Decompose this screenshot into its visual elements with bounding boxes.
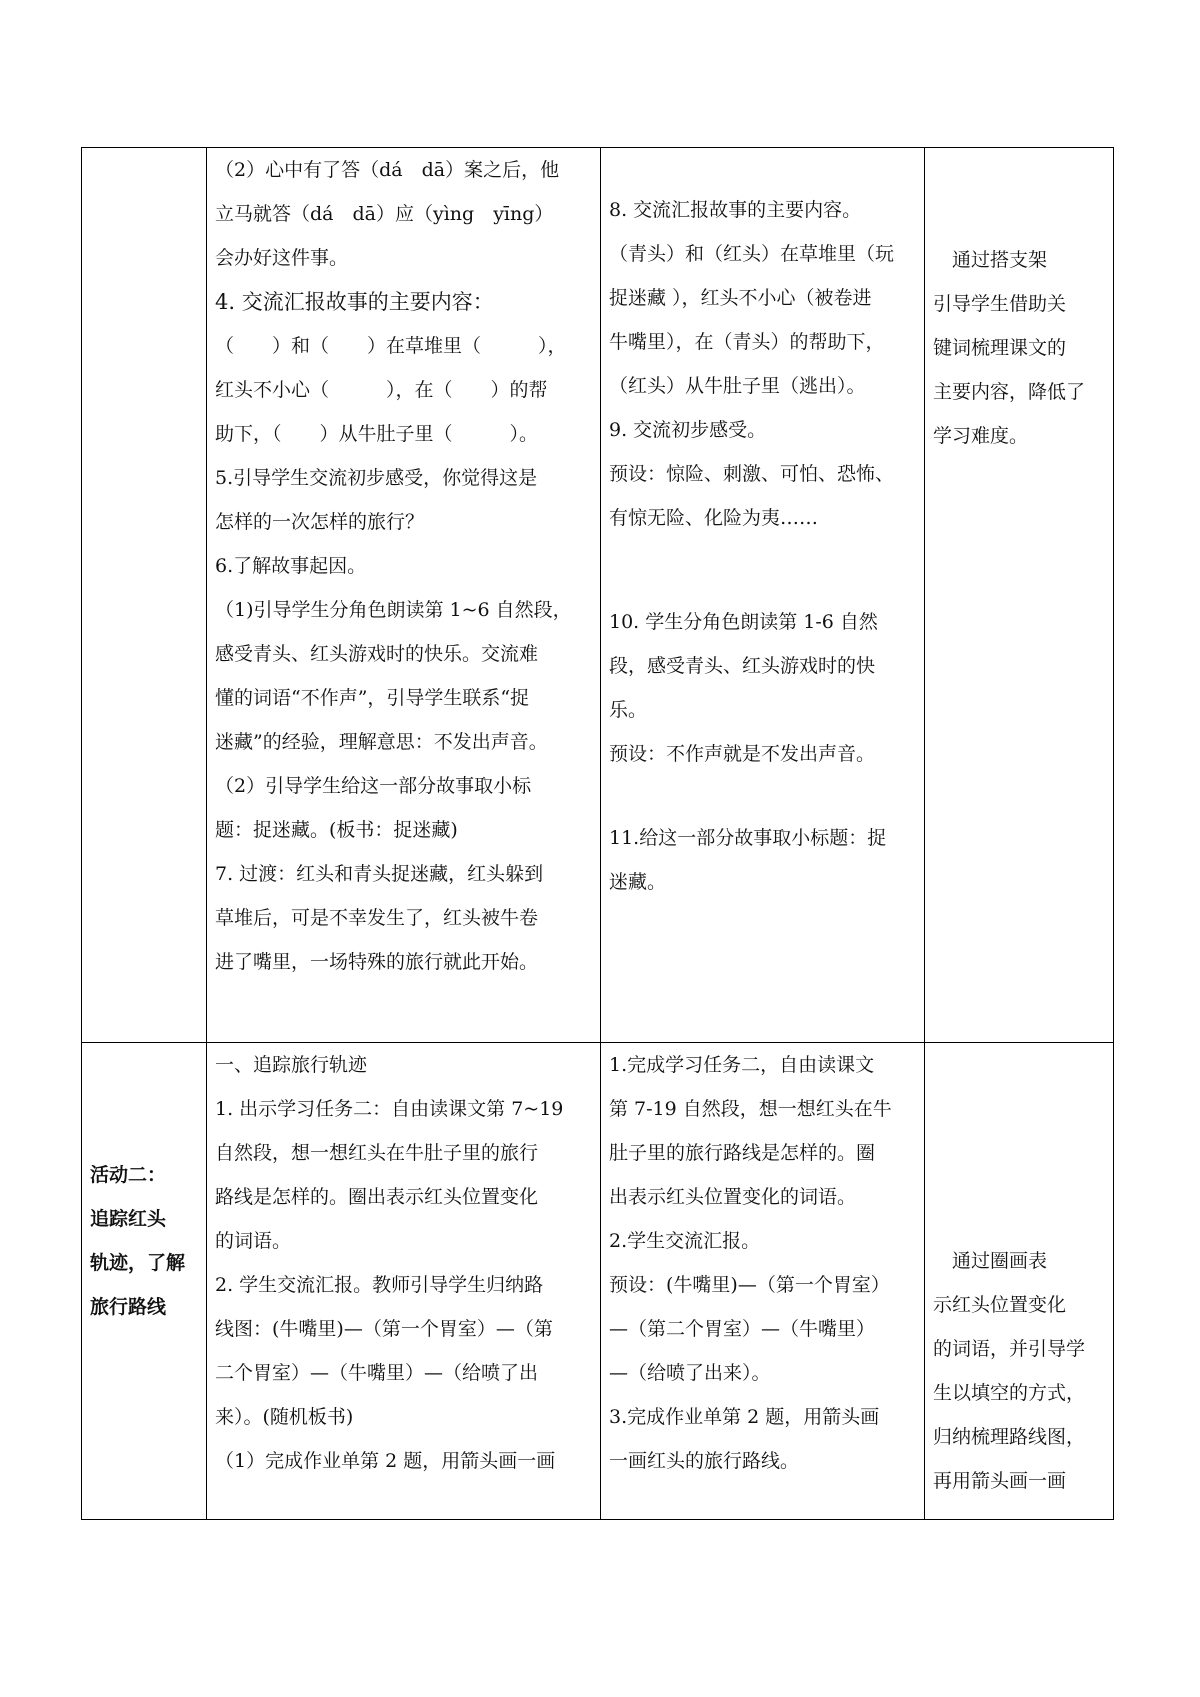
text-line: 示红头位置变化 — [933, 1294, 1067, 1316]
text-line: 肚子里的旅行路线是怎样的。圈 — [609, 1142, 876, 1164]
text-line: 捉迷藏 ），红头不小心（被卷进 — [609, 287, 872, 309]
text-line: 一、追踪旅行轨迹 — [215, 1054, 368, 1076]
text-line: （1)引导学生分角色朗读第 1~6 自然段， — [215, 599, 572, 621]
text-line: 学习难度。 — [933, 425, 1029, 447]
text-line: 3.完成作业单第 2 题，用箭头画 — [609, 1406, 880, 1428]
text-line: —（给喷了出来）。 — [609, 1362, 771, 1384]
activity-cell — [82, 1043, 207, 1520]
design-intent-cell — [925, 148, 1114, 1043]
text-line: （ ）和（ ）在草堆里（ ）， — [215, 335, 567, 357]
text-line: 路线是怎样的。圈出表示红头位置变化 — [215, 1186, 539, 1208]
text-line: 立马就答（dá dā）应（yìng yīng） — [215, 203, 554, 225]
text-line: 预设：(牛嘴里)—（第一个胃室） — [609, 1274, 890, 1296]
text-line: 懂的词语“不作声”，引导学生联系“捉 — [215, 687, 530, 709]
text-line: 草堆后，可是不幸发生了，红头被牛卷 — [215, 907, 539, 929]
text-line: 一画红头的旅行路线。 — [609, 1450, 800, 1472]
text-line: 来）。(随机板书) — [215, 1406, 354, 1428]
text-line: 迷藏。 — [609, 871, 667, 893]
text-line: 牛嘴里），在（青头）的帮助下， — [609, 331, 885, 353]
text-line: （红头）从牛肚子里（逃出）。 — [609, 375, 866, 397]
text-line: （青头）和（红头）在草堆里（玩 — [609, 243, 895, 265]
text-line: 9. 交流初步感受。 — [609, 419, 767, 441]
text-line: 迷藏”的经验，理解意思：不发出声音。 — [215, 731, 548, 753]
text-line: 段，感受青头、红头游戏时的快 — [609, 655, 876, 677]
text-line: 归纳梳理路线图， — [933, 1426, 1086, 1448]
text-line: 助下，（ ）从牛肚子里（ ）。 — [215, 423, 539, 445]
text-line: 线图：(牛嘴里)—（第一个胃室）—（第 — [215, 1318, 553, 1340]
table-row — [82, 1043, 1114, 1520]
text-line: 再用箭头画一画 — [933, 1470, 1067, 1492]
text-line: 引导学生借助关 — [933, 293, 1067, 315]
text-line: 第 7-19 自然段，想一想红头在牛 — [609, 1098, 892, 1120]
text-line: 感受青头、红头游戏时的快乐。交流难 — [215, 643, 539, 665]
text-line: （1）完成作业单第 2 题，用箭头画一画 — [215, 1450, 556, 1472]
text-line: 自然段，想一想红头在牛肚子里的旅行 — [215, 1142, 539, 1164]
text-line: 会办好这件事。 — [215, 247, 349, 269]
activity-title: 追踪红头 — [90, 1208, 167, 1230]
text-line: 5.引导学生交流初步感受，你觉得这是 — [215, 467, 538, 489]
text-line: 出表示红头位置变化的词语。 — [609, 1186, 857, 1208]
text-line: （2）引导学生给这一部分故事取小标 — [215, 775, 532, 797]
text-line: 预设：惊险、刺激、可怕、恐怖、 — [609, 463, 895, 485]
text-line: —（第二个胃室）—（牛嘴里） — [609, 1318, 876, 1340]
text-line: 乐。 — [609, 699, 648, 721]
text-line: 通过搭支架 — [933, 249, 1048, 271]
text-line: 8. 交流汇报故事的主要内容。 — [609, 199, 862, 221]
teacher-activity-cell — [207, 148, 601, 1043]
text-line: 生以填空的方式， — [933, 1382, 1086, 1404]
student-activity-cell — [601, 1043, 925, 1520]
text-line: 通过圈画表 — [933, 1250, 1048, 1272]
text-line: 11.给这一部分故事取小标题：捉 — [609, 827, 887, 849]
activity-title: 活动二： — [90, 1164, 167, 1186]
text-line: 2. 学生交流汇报。教师引导学生归纳路 — [215, 1274, 544, 1296]
text-line: 的词语。 — [215, 1230, 292, 1252]
text-line: 7. 过渡：红头和青头捉迷藏，红头躲到 — [215, 863, 544, 885]
design-intent-cell — [925, 1043, 1114, 1520]
text-line: 1. 出示学习任务二：自由读课文第 7~19 — [215, 1098, 564, 1120]
activity-cell — [82, 148, 207, 1043]
table-row — [82, 148, 1114, 1043]
text-line: 4. 交流汇报故事的主要内容： — [215, 290, 494, 314]
text-line: 怎样的一次怎样的旅行？ — [215, 511, 425, 533]
text-line: 2.学生交流汇报。 — [609, 1230, 761, 1252]
text-line: 进了嘴里，一场特殊的旅行就此开始。 — [215, 951, 539, 973]
activity-title: 旅行路线 — [90, 1296, 167, 1318]
text-line: 红头不小心（ ），在（ ）的帮 — [215, 379, 548, 401]
activity-title: 轨迹，了解 — [90, 1252, 186, 1274]
text-line: 预设：不作声就是不发出声音。 — [609, 743, 876, 765]
text-line: 有惊无险、化险为夷…… — [609, 507, 819, 529]
text-line: 10. 学生分角色朗读第 1-6 自然 — [609, 611, 878, 633]
text-line: 的词语，并引导学 — [933, 1338, 1086, 1360]
text-line: 键词梳理课文的 — [933, 337, 1067, 359]
text-line: 二个胃室）—（牛嘴里）—（给喷了出 — [215, 1362, 539, 1384]
student-activity-cell — [601, 148, 925, 1043]
text-line: 1.完成学习任务二，自由读课文 — [609, 1054, 875, 1076]
text-line: 题：捉迷藏。(板书：捉迷藏) — [215, 819, 458, 841]
text-line: 主要内容，降低了 — [933, 381, 1086, 403]
lesson-plan-table — [81, 147, 1114, 1520]
text-line: （2）心中有了答（dá dā）案之后，他 — [215, 159, 560, 181]
text-line: 6.了解故事起因。 — [215, 555, 367, 577]
teacher-activity-cell — [207, 1043, 601, 1520]
